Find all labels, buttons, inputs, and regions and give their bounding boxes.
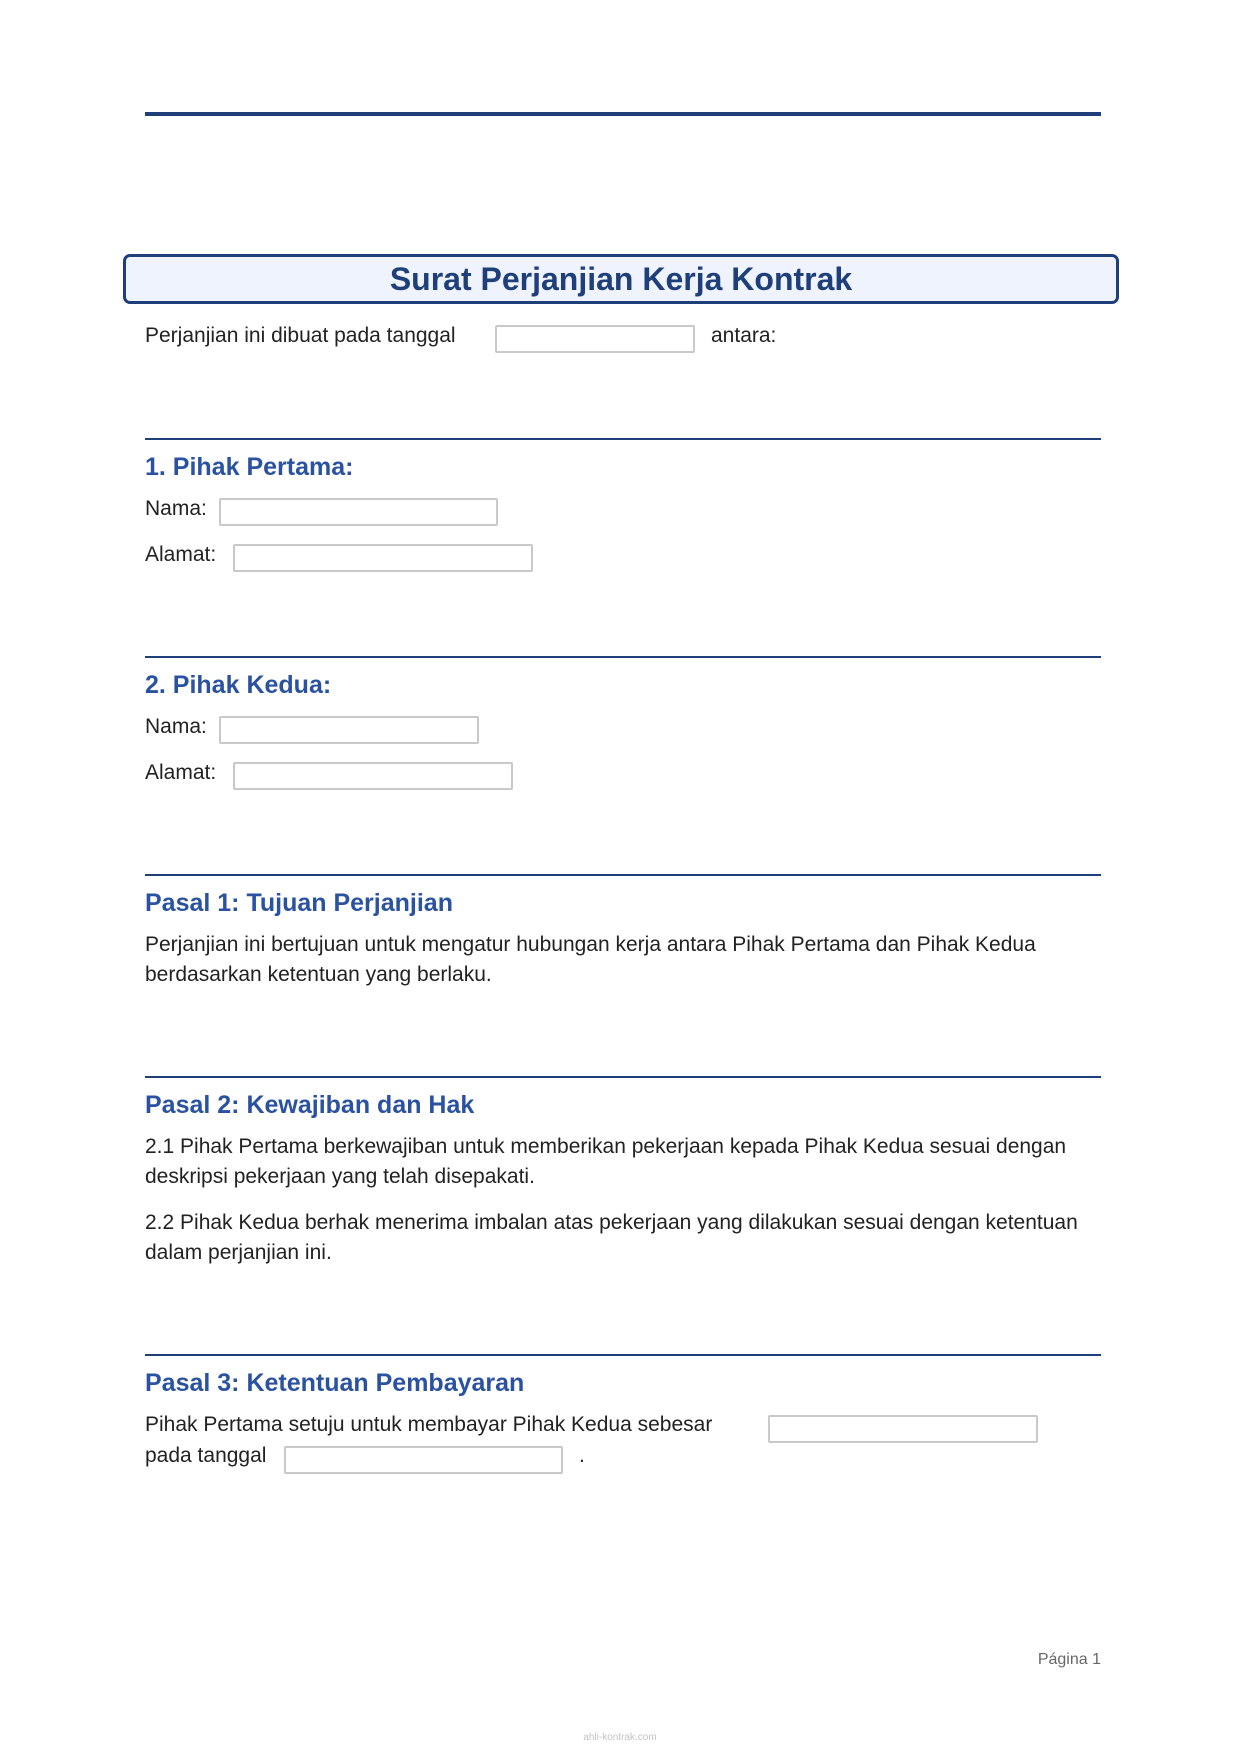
article3-heading: Pasal 3: Ketentuan Pembayaran [145, 1369, 525, 1397]
party2-heading: 2. Pihak Kedua: [145, 671, 332, 699]
document-title: Surat Perjanjian Kerja Kontrak [389, 261, 853, 297]
party2-address-field[interactable] [233, 762, 513, 790]
party2-address-label: Alamat: [145, 761, 217, 784]
article2-heading: Pasal 2: Kewajiban dan Hak [145, 1091, 475, 1119]
article3-text-amount: Pihak Pertama setuju untuk membayar Pihak Kedua sebesar [145, 1413, 713, 1436]
party2-name-field[interactable] [219, 716, 479, 744]
section-divider [145, 656, 1101, 658]
article2-clause-1: 2.1 Pihak Pertama berkewajiban untuk memberikan pekerjaan kepada Pihak Kedua sesuai dengan deskripsi pekerjaan yang telah disepakati. [145, 1135, 1067, 1188]
payment-amount-field[interactable] [768, 1415, 1038, 1443]
party1-name-field[interactable] [219, 498, 498, 526]
party2-name-label: Nama: [145, 715, 207, 738]
article2-clause-2: 2.2 Pihak Kedua berhak menerima imbalan atas pekerjaan yang dilakukan sesuai dengan ketentuan dalam perjanjian ini. [145, 1211, 1078, 1264]
section-divider [145, 438, 1101, 440]
page-number: Página 1 [1037, 1651, 1101, 1668]
party1-heading: 1. Pihak Pertama: [145, 453, 354, 481]
top-rule [145, 112, 1101, 116]
footer-site: ahli-kontrak.com [583, 1732, 657, 1743]
section-divider [145, 1076, 1101, 1078]
intro-after-text: antara: [711, 324, 777, 347]
article1-heading: Pasal 1: Tujuan Perjanjian [145, 889, 453, 917]
party1-address-field[interactable] [233, 544, 533, 572]
article1-text: Perjanjian ini bertujuan untuk mengatur hubungan kerja antara Pihak Pertama dan Pihak Kedua berdasarkan ketentuan yang berlaku. [145, 933, 1036, 986]
payment-date-field[interactable] [284, 1446, 563, 1474]
article3-text-date: pada tanggal [145, 1444, 267, 1467]
title-box [123, 254, 1119, 304]
party1-name-label: Nama: [145, 497, 207, 520]
party1-address-label: Alamat: [145, 543, 217, 566]
section-divider [145, 1354, 1101, 1356]
agreement-date-field[interactable] [495, 325, 695, 353]
intro-text: Perjanjian ini dibuat pada tanggal [145, 324, 456, 347]
section-divider [145, 874, 1101, 876]
article3-text-end: . [579, 1444, 585, 1467]
